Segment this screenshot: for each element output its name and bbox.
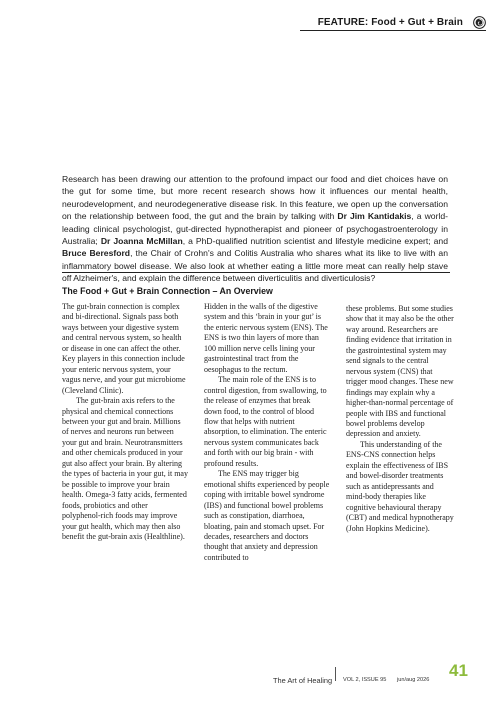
feature-label: FEATURE: Food + Gut + Brain bbox=[317, 17, 463, 28]
footer-magazine-title: The Art of Healing bbox=[273, 676, 333, 685]
column-paragraph: The gut-brain connection is complex and bi-directional. Signals pass both ways between your digestive system and central nervous system, so health or disease in one can affect the other. Key players in this connection include your enteric nervous system, your vagus nerve, and your gut microbiome (Cleveland Clinic). bbox=[62, 302, 186, 395]
column-paragraph: The main role of the ENS is to control digestion, from swallowing, to the release of enzymes that break down food, to the control of blood flow that helps with nutrient absorption, to elimination. The enteric nervous system communicates back and forth with our big brain - with profound results. bbox=[204, 375, 327, 468]
section-title: The Food + Gut + Brain Connection – An Overview bbox=[62, 286, 273, 296]
intro-text-2: , a world-leading clinical psychologist, gut-directed hypnotherapist and pioneer of psychogastroenterology in Australia; bbox=[62, 211, 449, 247]
intro-name-mcmillan: Dr Joanna McMillan bbox=[100, 236, 183, 247]
column-paragraph: these problems. But some studies show that it may also be the other way around. Researchers are finding evidence that irritation in the gastrointestinal system may send signals to the central nervous system (CNS) that trigger mood changes. These new findings may explain why a higher-than-normal percentage of people with IBS and functional bowel problems develop depression and anxiety. bbox=[346, 304, 454, 439]
column-paragraph: This understanding of the ENS-CNS connection helps explain the effectiveness of IBS and bowel-disorder treatments such as antidepressants and mind-body therapies like cognitive behavioural therapy (CBT) and medical hypnotherapy (John Hopkins Medicine). bbox=[346, 439, 454, 533]
footer-issue: VOL 2, ISSUE 95 bbox=[343, 677, 387, 683]
intro-text-1: Research has been drawing our attention to the profound impact our food and diet choices have on the gut for some time, but more recent research shows how it influences our mental health, neurodevelopment, and neurodegenerative disease risk. In this feature, we open up the conversation on the relationship between food, the gut and the brain by talking with bbox=[62, 174, 448, 222]
column-paragraph: The gut-brain axis refers to the physical and chemical connections between your gut and brain. Millions of nerves and neurons run between your gut and brain. Neurotransmitters and other chemicals produced in your gut also affect your brain. By altering the types of bacteria in your gut, it may be possible to improve your brain health. Omega-3 fatty acids, fermented foods, probiotics and other polyphenol-rich foods may improve your gut health, which may then also benefit the gut-brain axis (Healthline). bbox=[62, 396, 188, 541]
intro-paragraph bbox=[62, 173, 448, 285]
column-paragraph: Hidden in the walls of the digestive system and this ‘brain in your gut’ is the enteric nervous system (ENS). The ENS is two thin layers of more than 100 million nerve cells lining your gastrointestinal tract from the oesophagus to the rectum. bbox=[204, 302, 328, 374]
feature-header bbox=[300, 16, 486, 29]
spiral-emblem-icon bbox=[473, 16, 486, 29]
footer-divider bbox=[335, 667, 336, 681]
header-rule bbox=[300, 30, 486, 31]
article-column-3 bbox=[346, 304, 454, 534]
intro-name-beresford: Bruce Beresford bbox=[62, 248, 131, 259]
column-paragraph: The ENS may trigger big emotional shifts experienced by people coping with irritable bowel syndrome (IBS) and functional bowel problems such as constipation, diarrhoea, bloating, pain and stomach upset. For decades, researchers and doctors thought that anxiety and depression contributed to bbox=[204, 469, 330, 562]
page-number: 41 bbox=[449, 661, 468, 680]
footer-date: jun/aug 2026 bbox=[397, 677, 430, 683]
article-column-2 bbox=[204, 302, 330, 563]
intro-text-4: , the Chair of Crohn's and Colitis Australia who shares what its like to live with an inflammatory bowel disease. We also look at whether eating a little more meat can really help stave off Alzheimer's, and explain the difference between diverticulitis and diverticulosis? bbox=[62, 248, 448, 284]
article-column-1 bbox=[62, 302, 188, 542]
intro-name-kantidakis: Dr Jim Kantidakis bbox=[337, 211, 412, 222]
intro-divider bbox=[62, 272, 450, 273]
intro-text-3: , a PhD-qualified nutrition scientist and lifestyle medicine expert; and bbox=[182, 236, 448, 247]
